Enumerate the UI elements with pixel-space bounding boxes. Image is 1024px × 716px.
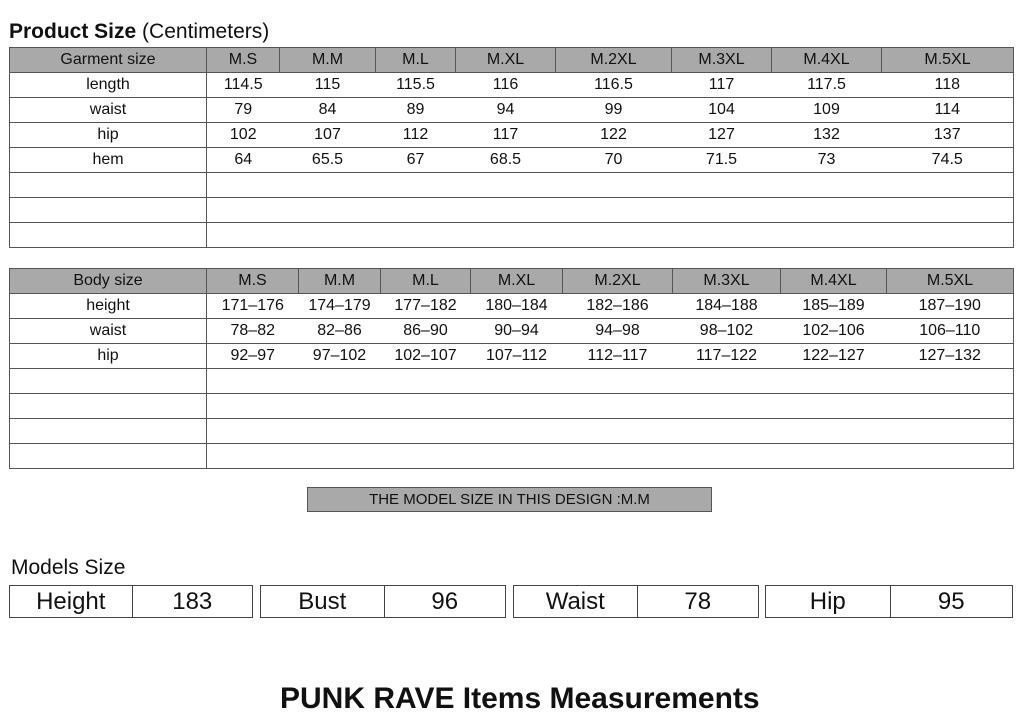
table-cell: 117.5 [772,73,882,98]
table-cell: 82–86 [299,319,381,344]
table-cell: 115.5 [376,73,456,98]
row-label: waist [10,98,207,123]
empty-label-cell [10,173,207,198]
table-cell: 89 [376,98,456,123]
garment-header-cell: M.XL [456,48,556,73]
empty-row [10,444,1014,469]
empty-row [10,419,1014,444]
page-title [9,18,269,46]
table-cell: 84 [280,98,376,123]
garment-header-cell: M.M [280,48,376,73]
table-cell: 90–94 [471,319,563,344]
table-cell: 71.5 [672,148,772,173]
table-cell: 107 [280,123,376,148]
table-cell: 137 [882,123,1014,148]
empty-label-cell [10,198,207,223]
table-cell: 182–186 [563,294,673,319]
empty-label-cell [10,223,207,248]
row-label: hip [10,344,207,369]
table-cell: 171–176 [207,294,299,319]
table-cell: 70 [556,148,672,173]
table-cell: 109 [772,98,882,123]
table-cell: 177–182 [381,294,471,319]
garment-header-cell: M.L [376,48,456,73]
body-header-cell: M.5XL [887,269,1014,294]
model-waist-value: 78 [684,588,712,615]
table-cell: 94–98 [563,319,673,344]
garment-row-hip [10,123,1014,148]
table-cell: 97–102 [299,344,381,369]
body-row-height [10,294,1014,319]
garment-header-cell: M.5XL [882,48,1014,73]
table-cell: 174–179 [299,294,381,319]
garment-row-waist [10,98,1014,123]
model-hip-label: Hip [766,586,891,617]
model-size-banner: THE MODEL SIZE IN THIS DESIGN :M.M [307,487,712,512]
body-header-cell: M.4XL [781,269,887,294]
garment-header-cell: M.4XL [772,48,882,73]
table-cell: 65.5 [280,148,376,173]
table-cell: 112–117 [563,344,673,369]
empty-cell [207,223,1014,248]
table-cell: 127–132 [887,344,1014,369]
table-cell: 78–82 [207,319,299,344]
empty-cell [207,369,1014,394]
table-cell: 114.5 [207,73,280,98]
model-waist-box [513,585,759,618]
table-cell: 74.5 [882,148,1014,173]
model-bust-value: 96 [431,588,459,615]
model-bust-label: Bust [261,586,385,617]
model-hip-box [765,585,1013,618]
empty-row [10,394,1014,419]
model-height-label: Height [10,586,133,617]
table-cell: 79 [207,98,280,123]
empty-row [10,173,1014,198]
body-row-waist [10,319,1014,344]
body-header-cell: M.3XL [673,269,781,294]
garment-row-length [10,73,1014,98]
garment-size-table [9,47,1014,248]
body-header-cell: M.2XL [563,269,673,294]
table-cell: 122 [556,123,672,148]
table-cell: 94 [456,98,556,123]
empty-cell [207,173,1014,198]
table-cell: 180–184 [471,294,563,319]
table-cell: 122–127 [781,344,887,369]
empty-row [10,369,1014,394]
garment-header-row [10,48,1014,73]
model-height-value: 183 [172,588,213,615]
table-cell: 102–106 [781,319,887,344]
row-label: length [10,73,207,98]
table-cell: 117 [672,73,772,98]
body-header-cell: M.S [207,269,299,294]
table-cell: 107–112 [471,344,563,369]
body-header-cell: M.XL [471,269,563,294]
model-bust-box [260,585,506,618]
row-label: hip [10,123,207,148]
table-cell: 104 [672,98,772,123]
row-label: hem [10,148,207,173]
body-header-cell: M.M [299,269,381,294]
garment-header-cell: M.3XL [672,48,772,73]
body-size-table [9,268,1014,469]
empty-label-cell [10,444,207,469]
title-main: Product Size [9,20,137,43]
body-row-hip [10,344,1014,369]
table-cell: 102 [207,123,280,148]
table-cell: 114 [882,98,1014,123]
table-cell: 116 [456,73,556,98]
table-cell: 117 [456,123,556,148]
body-header-label: Body size [10,269,207,294]
table-cell: 116.5 [556,73,672,98]
table-cell: 132 [772,123,882,148]
row-label: waist [10,319,207,344]
table-cell: 98–102 [673,319,781,344]
empty-row [10,223,1014,248]
table-cell: 86–90 [381,319,471,344]
empty-row [10,198,1014,223]
table-cell: 92–97 [207,344,299,369]
empty-cell [207,198,1014,223]
model-hip-value: 95 [937,588,965,615]
empty-label-cell [10,394,207,419]
table-cell: 117–122 [673,344,781,369]
empty-label-cell [10,369,207,394]
models-size-title: Models Size [11,556,126,579]
table-cell: 67 [376,148,456,173]
empty-cell [207,419,1014,444]
table-cell: 184–188 [673,294,781,319]
empty-label-cell [10,419,207,444]
garment-header-label: Garment size [10,48,207,73]
table-cell: 106–110 [887,319,1014,344]
garment-row-hem [10,148,1014,173]
table-cell: 99 [556,98,672,123]
footer-heading: PUNK RAVE Items Measurements [280,682,760,715]
garment-header-cell: M.S [207,48,280,73]
empty-cell [207,444,1014,469]
title-unit: (Centimeters) [142,20,270,43]
body-header-cell: M.L [381,269,471,294]
row-label: height [10,294,207,319]
table-cell: 187–190 [887,294,1014,319]
table-cell: 112 [376,123,456,148]
table-cell: 118 [882,73,1014,98]
table-cell: 102–107 [381,344,471,369]
empty-cell [207,394,1014,419]
table-cell: 64 [207,148,280,173]
model-waist-label: Waist [514,586,638,617]
model-height-box [9,585,253,618]
table-cell: 185–189 [781,294,887,319]
body-header-row [10,269,1014,294]
table-cell: 127 [672,123,772,148]
table-cell: 68.5 [456,148,556,173]
table-cell: 115 [280,73,376,98]
garment-header-cell: M.2XL [556,48,672,73]
table-cell: 73 [772,148,882,173]
